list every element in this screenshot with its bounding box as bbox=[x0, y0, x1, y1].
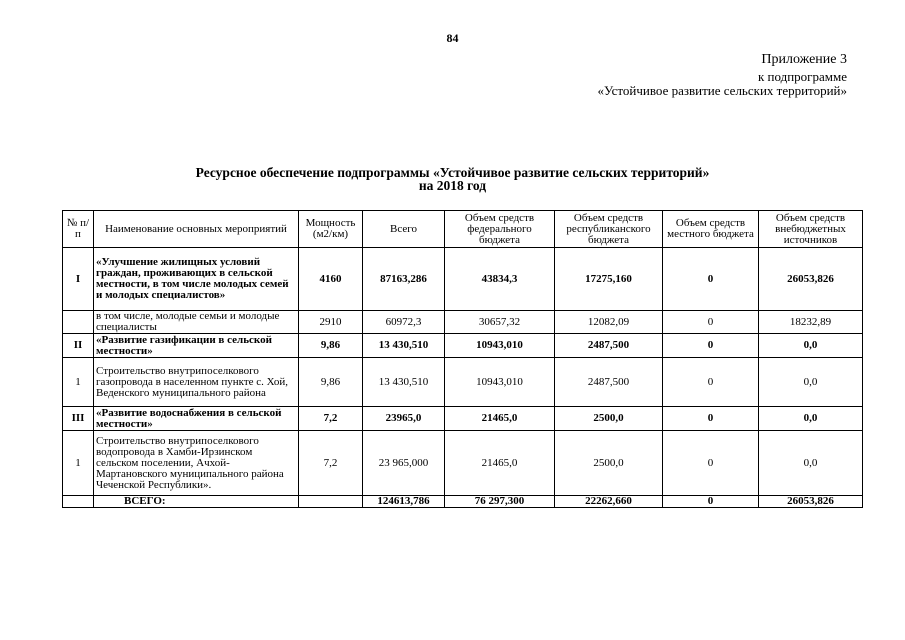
cell-name: Строительство внутрипоселкового водопровода в Хамби-Ирзинском сельском поселении, Ачхой-Мартановского муниципального района Чеченской Республики». bbox=[94, 431, 299, 496]
header-num: № п/п bbox=[63, 211, 94, 248]
cell-total: 13 430,510 bbox=[363, 334, 445, 358]
table-header-row bbox=[63, 211, 863, 248]
cell-extra: 26053,826 bbox=[759, 496, 863, 508]
cell-num bbox=[63, 311, 94, 334]
cell-name: в том числе, молодые семьи и молодые специалисты bbox=[94, 311, 299, 334]
cell-capacity: 9,86 bbox=[299, 334, 363, 358]
cell-extra: 26053,826 bbox=[759, 248, 863, 311]
table-row bbox=[63, 311, 863, 334]
cell-local: 0 bbox=[663, 496, 759, 508]
cell-federal: 10943,010 bbox=[445, 358, 555, 407]
table-total-row bbox=[63, 496, 863, 508]
cell-capacity: 7,2 bbox=[299, 431, 363, 496]
cell-capacity bbox=[299, 496, 363, 508]
table-row bbox=[63, 358, 863, 407]
cell-num: 1 bbox=[63, 431, 94, 496]
cell-extra: 0,0 bbox=[759, 334, 863, 358]
annex-line-2: к подпрограмме bbox=[757, 69, 847, 84]
cell-federal: 30657,32 bbox=[445, 311, 555, 334]
cell-republic: 2500,0 bbox=[555, 407, 663, 431]
cell-num: 1 bbox=[63, 358, 94, 407]
header-republic: Объем средств республиканского бюджета bbox=[555, 211, 663, 248]
table-row bbox=[63, 407, 863, 431]
page-number: 84 bbox=[446, 31, 459, 45]
cell-total: 23965,0 bbox=[363, 407, 445, 431]
cell-name: «Развитие водоснабжения в сельской местности» bbox=[94, 407, 299, 431]
cell-capacity: 9,86 bbox=[299, 358, 363, 407]
cell-local: 0 bbox=[663, 311, 759, 334]
cell-republic: 22262,660 bbox=[555, 496, 663, 508]
cell-capacity: 4160 bbox=[299, 248, 363, 311]
cell-federal: 10943,010 bbox=[445, 334, 555, 358]
cell-name: «Развитие газификации в сельской местности» bbox=[94, 334, 299, 358]
annex-header bbox=[597, 53, 847, 98]
cell-total: 23 965,000 bbox=[363, 431, 445, 496]
table-row bbox=[63, 334, 863, 358]
cell-name: ВСЕГО: bbox=[94, 496, 299, 508]
header-federal: Объем средств федерального бюджета bbox=[445, 211, 555, 248]
header-capacity: Мощность (м2/км) bbox=[299, 211, 363, 248]
cell-federal: 76 297,300 bbox=[445, 496, 555, 508]
document-title bbox=[0, 166, 905, 192]
cell-federal: 21465,0 bbox=[445, 431, 555, 496]
cell-republic: 2500,0 bbox=[555, 431, 663, 496]
annex-line-3: «Устойчивое развитие сельских территорий» bbox=[597, 83, 847, 98]
cell-local: 0 bbox=[663, 431, 759, 496]
cell-local: 0 bbox=[663, 248, 759, 311]
cell-extra: 0,0 bbox=[759, 407, 863, 431]
cell-total: 87163,286 bbox=[363, 248, 445, 311]
header-extra: Объем средств внебюджетных источников bbox=[759, 211, 863, 248]
cell-local: 0 bbox=[663, 334, 759, 358]
cell-total: 124613,786 bbox=[363, 496, 445, 508]
header-name: Наименование основных мероприятий bbox=[94, 211, 299, 248]
cell-num bbox=[63, 496, 94, 508]
cell-capacity: 2910 bbox=[299, 311, 363, 334]
cell-local: 0 bbox=[663, 407, 759, 431]
cell-federal: 43834,3 bbox=[445, 248, 555, 311]
cell-name: «Улучшение жилищных условий граждан, проживающих в сельской местности, в том числе молодых семей и молодых специалистов» bbox=[94, 248, 299, 311]
title-line-2: на 2018 год bbox=[418, 178, 487, 193]
cell-republic: 2487,500 bbox=[555, 334, 663, 358]
table-row bbox=[63, 431, 863, 496]
table-row bbox=[63, 248, 863, 311]
header-local: Объем средств местного бюджета bbox=[663, 211, 759, 248]
cell-name: Строительство внутрипоселкового газопровода в населенном пункте с. Хой, Веденского муниципального района bbox=[94, 358, 299, 407]
cell-extra: 0,0 bbox=[759, 431, 863, 496]
cell-republic: 17275,160 bbox=[555, 248, 663, 311]
cell-total: 13 430,510 bbox=[363, 358, 445, 407]
cell-num: I bbox=[63, 248, 94, 311]
cell-capacity: 7,2 bbox=[299, 407, 363, 431]
cell-total: 60972,3 bbox=[363, 311, 445, 334]
cell-num: III bbox=[63, 407, 94, 431]
cell-republic: 12082,09 bbox=[555, 311, 663, 334]
cell-extra: 0,0 bbox=[759, 358, 863, 407]
cell-local: 0 bbox=[663, 358, 759, 407]
cell-republic: 2487,500 bbox=[555, 358, 663, 407]
cell-num: II bbox=[63, 334, 94, 358]
resources-table bbox=[62, 210, 863, 508]
title-line-1: Ресурсное обеспечение подпрограммы «Устойчивое развитие сельских территорий» bbox=[195, 165, 710, 180]
annex-line-1: Приложение 3 bbox=[761, 52, 847, 67]
cell-federal: 21465,0 bbox=[445, 407, 555, 431]
header-total: Всего bbox=[363, 211, 445, 248]
cell-extra: 18232,89 bbox=[759, 311, 863, 334]
